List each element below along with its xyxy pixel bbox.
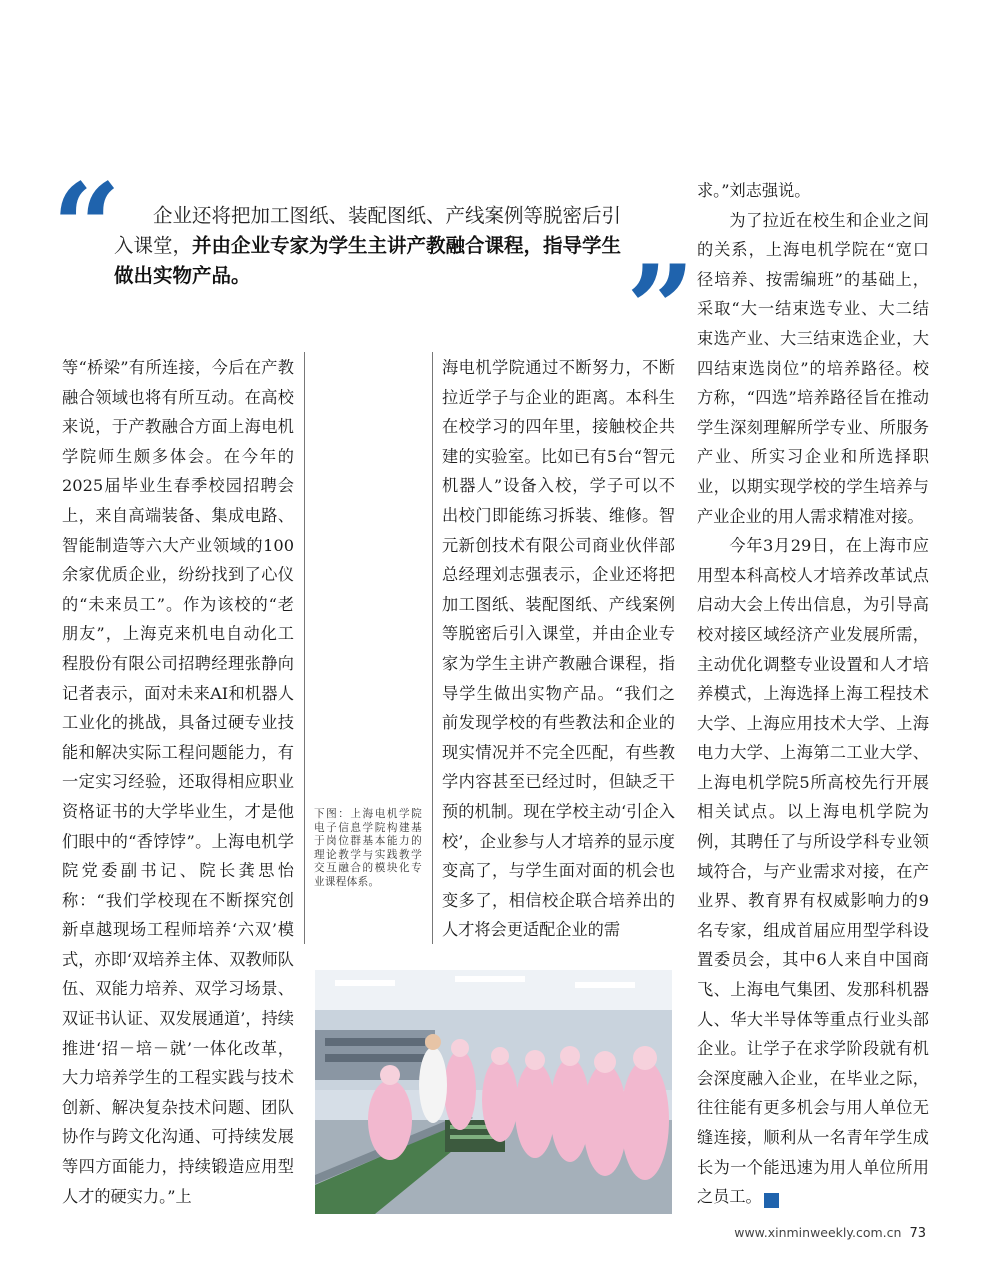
ceiling-light [575,982,635,988]
student [583,1064,627,1176]
column3-paragraph-3 [697,531,929,1212]
column3-paragraph-3-text: 今年3月29日，在上海市应用型本科高校人才培养改革试点启动大会上传出信息，为引导高校对接区域经济产业发展所需，主动优化调整专业设置和人才培养模式，上海选择上海工程技术大学、上海应用技术大学、上海电力大学、上海第二工业大学、上海电机学院5所高校先行开展相关试点。以上海电机学院为例，其聘任了与所设学科专业领域符合，与产业需求对接，在产业界、教育界有权威影响力的9名专家，组成首届应用型学科设置委员会，其中6人来自中国商飞、上海电气集团、发那科机器人、华大半导体等重点行业头部企业。让学子在求学阶段就有机会深度融入企业，在毕业之际，往往能有更多机会与用人单位无缝连接，顺利从一名青年学生成长为一个能迅速为用人单位所用之员工。 [697,536,929,1207]
student-cap [525,1050,545,1070]
photo-caption: 下图：上海电机学院电子信息学院构建基于岗位群基本能力的理论教学与实践教学交互融合的模块化专业课程体系。 [314,808,422,888]
student-cap [594,1051,616,1073]
student-cap [560,1046,580,1066]
student-cap [633,1046,657,1070]
student-cap [380,1065,400,1085]
ceiling-light [455,976,525,982]
page-footer [734,1225,926,1241]
instructor [419,1047,447,1123]
footer-url: www.xinminweekly.com.cn [734,1225,902,1240]
column3-paragraph-2: 为了拉近在校生和企业之间的关系，上海电机学院在“宽口径培养、按需编班”的基础上，采取“大一结束选专业、大二结束选产业、大三结束选企业，大四结束选岗位”的培养路径。校方称，“四选”培养路径旨在推动学生深刻理解所学专业、所服务产业、所实习企业和所选择职业，以期实现学校的学生培养与产业企业的用人需求精准对接。 [697,210,929,526]
student-cap [451,1039,469,1057]
article-column-1 [62,353,294,1211]
article-column-3 [697,176,929,1212]
article-column-2 [442,353,675,945]
rack-shelf [325,1038,425,1046]
close-quote-mark: ” [626,239,696,380]
column1-paragraph: 等“桥梁”有所连接，今后在产教融合领域也将有所互动。在高校来说，于产教融合方面上海电机学院师生颇多体会。在今年的2025届毕业生春季校园招聘会上，来自高端装备、集成电路、智能制造等六大产业领域的100余家优质企业，纷纷找到了心仪的“未来员工”。作为该校的“老朋友”，上海克来机电自动化工程股份有限公司招聘经理张静向记者表示，面对未来AI和机器人工业化的挑战，具备过硬专业技能和解决实际工程问题能力，有一定实习经验，还取得相应职业资格证书的大学毕业生，才是他们眼中的“香饽饽”。上海电机学院党委副书记、院长龚思怡称：“我们学校现在不断探究创新卓越现场工程师培养‘六双’模式，亦即‘双培养主体、双教师队伍、双能力培养、双学习场景、双证书认证、双发展通道’，持续推进‘招－培－就’一体化改革，大力培养学生的工程实践与技术创新、解决复杂技术问题、团队协作与跨文化沟通、可持续发展等四方面能力，持续锻造应用型人才的硬实力。”上 [62,358,294,1206]
column-divider-right [432,352,433,944]
open-quote-mark: “ [52,157,122,298]
column3-paragraph-1: 求。”刘志强说。 [697,181,811,200]
instructor-head [425,1034,441,1050]
classroom-photo [315,970,672,1214]
pull-quote-bold: 并由企业专家为学生主讲产教融合课程，指导学生做出实物产品。 [114,234,622,287]
ceiling-light [335,980,395,986]
end-mark-icon: 民 [764,1193,779,1208]
pull-quote [114,201,626,291]
page-number: 73 [909,1226,926,1241]
student-cap [491,1047,509,1065]
student [444,1050,476,1130]
student [482,1058,518,1142]
student [621,1060,669,1180]
student [515,1062,555,1158]
column-divider-left [304,352,305,944]
rack-shelf [325,1054,425,1062]
column2-paragraph: 海电机学院通过不断努力，不断拉近学子与企业的距离。本科生在校学习的四年里，接触校企共建的实验室。比如已有5台“智元机器人”设备入校，学子可以不出校门即能练习拆装、维修。智元新创技术有限公司商业伙伴部总经理刘志强表示，企业还将把加工图纸、装配图纸、产线案例等脱密后引入课堂，并由企业专家为学生主讲产教融合课程，指导学生做出实物产品。“我们之前发现学校的有些教法和企业的现实情况并不完全匹配，有些教学内容甚至已经过时，但缺乏干预的机制。现在学校主动‘引企入校’，企业参与人才培养的显示度变高了，与学生面对面的机会也变多了，相信校企联合培养出的人才将会更适配企业的需 [442,358,675,940]
pull-quote-lead: 企业还将把加工图纸、装配图纸、产线案例等脱密后引入课堂， [114,204,622,257]
student [368,1080,412,1160]
